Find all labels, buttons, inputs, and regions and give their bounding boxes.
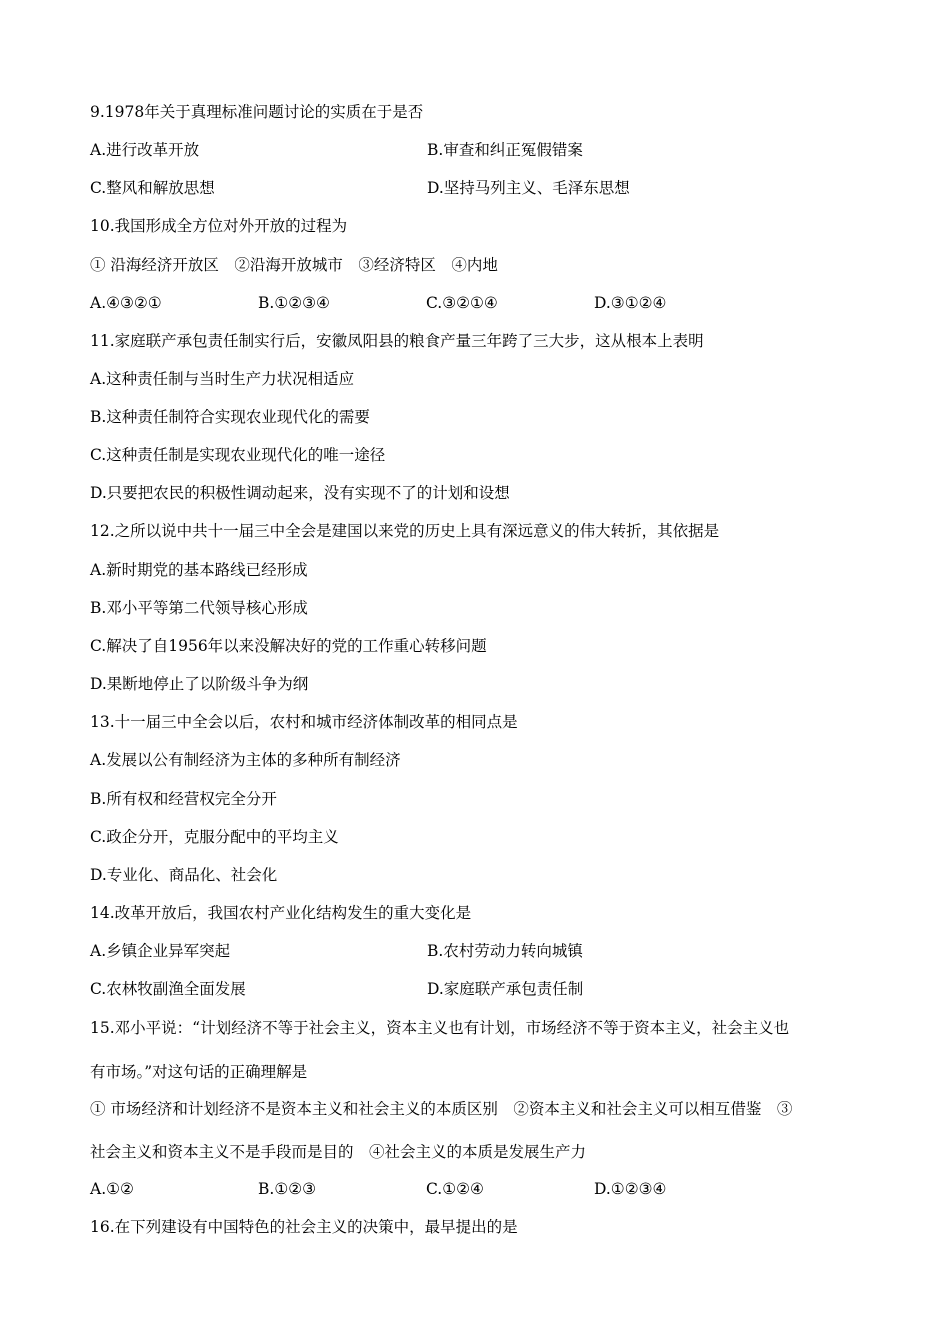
question-14-option-b: B.农村劳动力转向城镇 — [427, 942, 583, 960]
question-13-option-c: C.政企分开，克服分配中的平均主义 — [90, 828, 339, 846]
question-10-items: ① 沿海经济开放区 ②沿海开放城市 ③经济特区 ④内地 — [90, 256, 498, 274]
question-13-option-b: B.所有权和经营权完全分开 — [90, 790, 277, 808]
question-10-option-b: B.①②③④ — [258, 294, 330, 312]
question-16-stem: 16.在下列建设有中国特色的社会主义的决策中，最早提出的是 — [90, 1218, 518, 1236]
question-11-stem: 11.家庭联产承包责任制实行后，安徽凤阳县的粮食产量三年跨了三大步，这从根本上表明 — [90, 332, 704, 350]
question-10-option-a: A.④③②① — [90, 294, 162, 312]
question-9-option-c: C.整风和解放思想 — [90, 179, 215, 197]
question-15-stem-line-2: 有市场。”对这句话的正确理解是 — [90, 1063, 308, 1081]
question-13-option-d: D.专业化、商品化、社会化 — [90, 866, 278, 884]
question-12-option-c: C.解决了自1956年以来没解决好的党的工作重心转移问题 — [90, 637, 487, 655]
question-10-option-c: C.③②①④ — [426, 294, 498, 312]
question-12-stem: 12.之所以说中共十一届三中全会是建国以来党的历史上具有深远意义的伟大转折，其依据是 — [90, 522, 720, 540]
question-15-option-d: D.①②③④ — [594, 1180, 667, 1198]
question-9-option-d: D.坚持马列主义、毛泽东思想 — [427, 179, 630, 197]
question-12-option-b: B.邓小平等第二代领导核心形成 — [90, 599, 308, 617]
question-9-stem: 9.1978年关于真理标准问题讨论的实质在于是否 — [90, 103, 424, 121]
question-15-stem-line-1: 15.邓小平说：“计划经济不等于社会主义，资本主义也有计划，市场经济不等于资本主义，社会主义也 — [90, 1019, 790, 1037]
question-10-option-d: D.③①②④ — [594, 294, 667, 312]
question-15-option-b: B.①②③ — [258, 1180, 317, 1198]
question-14-option-c: C.农林牧副渔全面发展 — [90, 980, 246, 998]
question-14-option-a: A.乡镇企业异军突起 — [90, 942, 231, 960]
question-15-option-a: A.①② — [90, 1180, 134, 1198]
question-11-option-b: B.这种责任制符合实现农业现代化的需要 — [90, 408, 370, 426]
question-11-option-a: A.这种责任制与当时生产力状况相适应 — [90, 370, 355, 388]
question-11-option-c: C.这种责任制是实现农业现代化的唯一途径 — [90, 446, 386, 464]
question-12-option-a: A.新时期党的基本路线已经形成 — [90, 561, 308, 579]
question-13-option-a: A.发展以公有制经济为主体的多种所有制经济 — [90, 751, 401, 769]
question-9-option-a: A.进行改革开放 — [90, 141, 200, 159]
question-10-stem: 10.我国形成全方位对外开放的过程为 — [90, 217, 348, 235]
question-14-option-d: D.家庭联产承包责任制 — [427, 980, 584, 998]
question-12-option-d: D.果断地停止了以阶级斗争为纲 — [90, 675, 309, 693]
question-9-option-b: B.审查和纠正冤假错案 — [427, 141, 583, 159]
question-14-stem: 14.改革开放后，我国农村产业化结构发生的重大变化是 — [90, 904, 472, 922]
question-11-option-d: D.只要把农民的积极性调动起来，没有实现不了的计划和设想 — [90, 484, 510, 502]
question-15-items-line-1: ① 市场经济和计划经济不是资本主义和社会主义的本质区别 ②资本主义和社会主义可以相互借鉴 ③ — [90, 1100, 793, 1118]
question-15-option-c: C.①②④ — [426, 1180, 484, 1198]
question-15-items-line-2: 社会主义和资本主义不是手段而是目的 ④社会主义的本质是发展生产力 — [90, 1143, 587, 1161]
question-13-stem: 13.十一届三中全会以后，农村和城市经济体制改革的相同点是 — [90, 713, 518, 731]
